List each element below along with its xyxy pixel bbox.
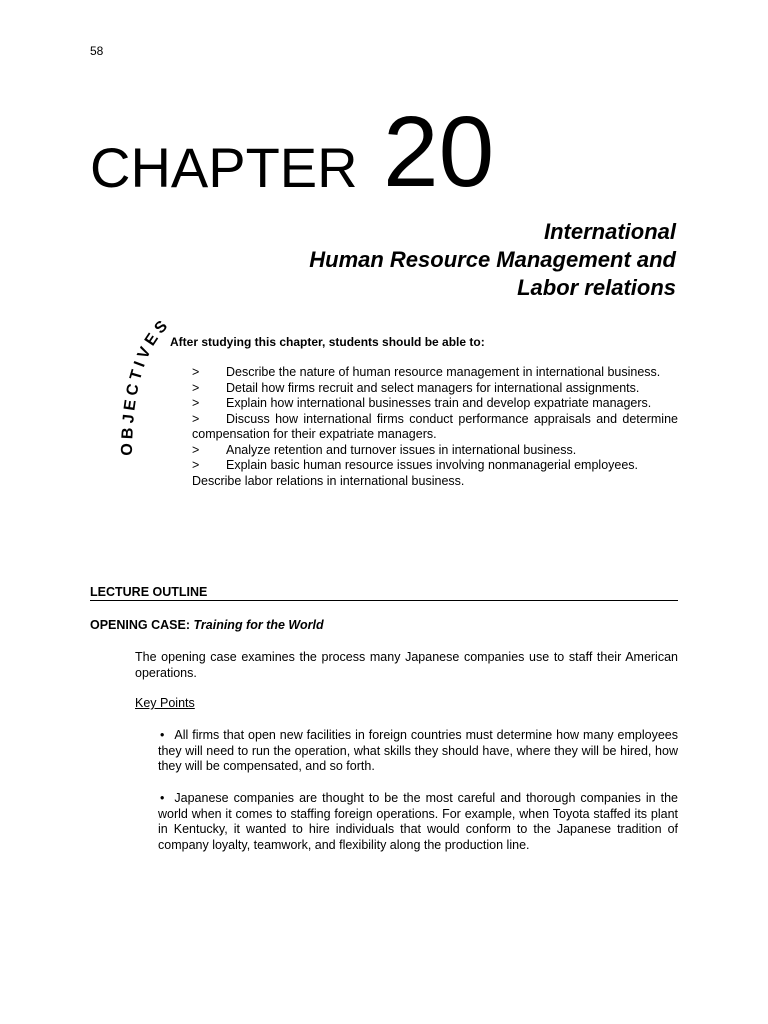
objective-text: Detail how firms recruit and select managers for international assignments. (226, 380, 640, 395)
chapter-title-line: Labor relations (517, 275, 676, 300)
opening-case-heading (90, 618, 324, 632)
chapter-number: 20 (383, 96, 495, 208)
key-point-item (158, 728, 678, 775)
objective-text: Explain basic human resource issues involving nonmanagerial employees. (226, 458, 639, 472)
objective-text: Explain how international businesses train and develop expatriate managers. (226, 396, 652, 410)
opening-case-summary: The opening case examines the process many Japanese companies use to staff their American operations. (135, 650, 678, 680)
key-point-text: Japanese companies are thought to be the most careful and thorough companies in the world when it comes to staffing foreign operations. For example, when Toyota staffed its plant in Kentucky, it wanted to hire individuals that would conform to the Japanese tradition of company loyalty, teamwork, and flexibility along the production line. (158, 791, 678, 852)
chapter-label: CHAPTER (90, 136, 358, 199)
objective-marker: > (192, 396, 200, 410)
lecture-outline-heading: LECTURE OUTLINE (90, 585, 678, 601)
bullet-icon: • (160, 728, 165, 742)
objective-marker: > (192, 442, 200, 457)
objective-item (192, 381, 678, 397)
objective-text: Discuss how international firms conduct performance appraisals and determine compensation for their expatriate managers. (192, 411, 678, 441)
objectives-arc-label (110, 298, 200, 468)
objectives-list (192, 365, 678, 489)
objective-text: Describe the nature of human resource management in international business. (226, 365, 661, 379)
objective-item (192, 458, 678, 474)
key-point-text: All firms that open new facilities in foreign countries must determine how many employees they will need to run the operation, what skills they should have, where they will be hired, how they will be compensated, and so forth. (158, 728, 678, 773)
objective-text: Analyze retention and turnover issues in international business. (226, 442, 577, 457)
objective-marker: > (192, 380, 200, 395)
objectives-intro: After studying this chapter, students should be able to: (170, 335, 485, 349)
objective-marker: > (192, 365, 200, 379)
objective-item (192, 396, 678, 412)
page-number: 58 (90, 44, 104, 58)
objective-item (192, 365, 678, 381)
objective-marker: > (192, 458, 200, 472)
key-points-heading: Key Points (135, 696, 195, 710)
objective-item (192, 443, 678, 459)
objective-text: Describe labor relations in international business. (192, 473, 465, 488)
objective-item (192, 474, 678, 490)
bullet-icon: • (160, 791, 165, 805)
chapter-title-line: International (543, 219, 676, 244)
objectives-arc-text: OBJECTIVES (118, 314, 174, 456)
opening-case-title: Training for the World (193, 618, 324, 632)
objective-marker: > (192, 411, 200, 426)
chapter-title-line: Human Resource Management and (309, 247, 676, 272)
objective-item (192, 412, 678, 443)
key-point-item (158, 791, 678, 853)
opening-case-label: OPENING CASE: (90, 618, 194, 632)
chapter-title (176, 218, 676, 302)
